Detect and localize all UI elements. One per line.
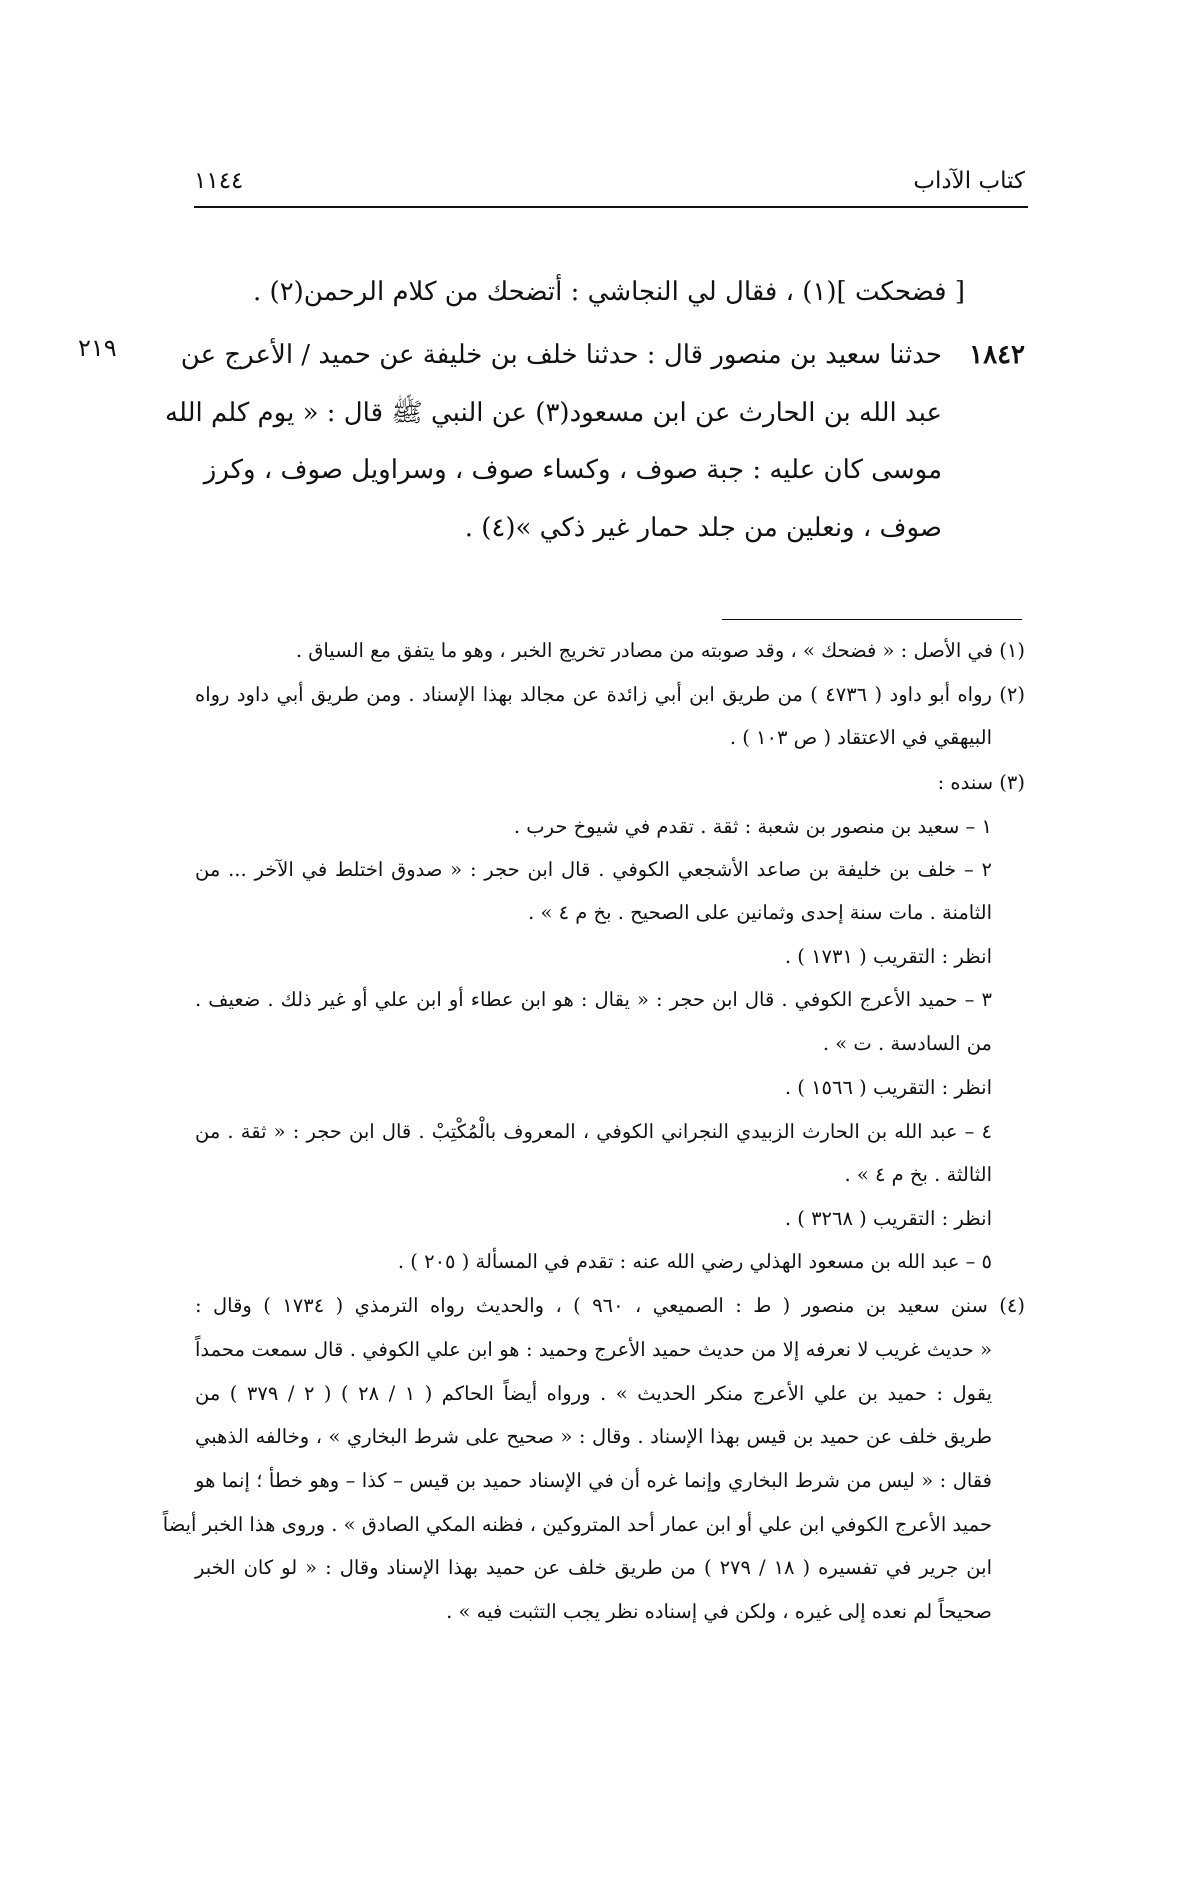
footnote-4-line-7: ابن جرير في تفسيره ( ١٨ / ٢٧٩ ) من طريق خلف عن حميد بهذا الإسناد وقال : « لو كان الخبر: [195, 1556, 992, 1579]
footnote-3-item-3-cont: من السادسة . ت » .: [822, 1032, 992, 1055]
footnote-3-item-3: ٣ – حميد الأعرج الكوفي . قال ابن حجر : « يقال : هو ابن عطاء أو ابن علي أو غير ذلك . ضعيف .: [195, 988, 992, 1011]
hadith-line-3: موسى كان عليه : جبة صوف ، وكساء صوف ، وسراويل صوف ، وكرز: [203, 455, 942, 485]
page-number: ١١٤٤: [194, 168, 244, 194]
continuation-line: [ فضحكت ](١) ، فقال لي النجاشي : أتضحك من كلام الرحمن(٢) .: [253, 277, 965, 307]
footnote-4-line-3: يقول : حميد بن علي الأعرج منكر الحديث » . ورواه أيضاً الحاكم ( ١ / ٢٨ ) ( ٢ / ٣٧٩ ) من: [195, 1382, 993, 1405]
footnote-3-heading: (٣) سنده :: [937, 771, 1025, 794]
footnote-3-item-1: ١ – سعيد بن منصور بن شعبة : ثقة . تقدم في شيوخ حرب .: [513, 815, 992, 838]
footnote-3-item-4: ٤ – عبد الله بن الحارث الزبيدي النجراني الكوفي ، المعروف بالْمُكْتِبْ . قال ابن حجر : « ثقة . من: [195, 1120, 992, 1143]
footnote-3-item-4-cont: الثالثة . بخ م ٤ » .: [844, 1163, 992, 1186]
footnote-separator: [722, 619, 1022, 620]
footnote-4-line-1: (٤) سنن سعيد بن منصور ( ط : الصميعي ، ٩٦٠ ) ، والحديث رواه الترمذي ( ١٧٣٤ ) وقال :: [195, 1294, 1026, 1317]
footnote-4-line-5: فقال : « ليس من شرط البخاري وإنما غره أن في الإسناد حميد بن قيس – كذا – وهو خطأ ؛ إنما هو: [195, 1469, 992, 1492]
footnote-4-line-2: « حديث غريب لا نعرفه إلا من حديث حميد الأعرج وحميد : هو ابن علي الكوفي . قال سمعت محمداً: [195, 1338, 992, 1361]
hadith-number: ١٨٤٢: [969, 340, 1025, 370]
margin-page-reference: ٢١٩: [78, 334, 117, 362]
footnote-4-line-4: طريق خلف عن حميد بن قيس بهذا الإسناد . وقال : « صحيح على شرط البخاري » ، وخالفه الذهبي: [195, 1425, 992, 1448]
footnote-1: (١) في الأصل : « فضحك » ، وقد صوبته من مصادر تخريج الخبر ، وهو ما يتفق مع السياق .: [295, 639, 1025, 662]
running-header-title: كتاب الآداب: [913, 168, 1025, 194]
footnote-3-item-2-cont: الثامنة . مات سنة إحدى وثمانين على الصحيح . بخ م ٤ » .: [528, 901, 992, 924]
footnote-3-ref-3: انظر : التقريب ( ٣٢٦٨ ) .: [784, 1207, 992, 1230]
footnote-4-line-6: حميد الأعرج الكوفي ابن علي أو ابن عمار أحد المتروكين ، فظنه المكي الصادق » . وروى هذا الخبر أيضاً: [162, 1513, 992, 1536]
hadith-line-1: حدثنا سعيد بن منصور قال : حدثنا خلف بن خليفة عن حميد / الأعرج عن: [180, 340, 942, 370]
hadith-line-2: عبد الله بن الحارث عن ابن مسعود(٣) عن النبي ﷺ قال : « يوم كلم الله: [165, 398, 942, 428]
footnote-3-item-2: ٢ – خلف بن خليفة بن صاعد الأشجعي الكوفي . قال ابن حجر : « صدوق اختلط في الآخر ... من: [195, 858, 992, 881]
footnote-3-item-5: ٥ – عبد الله بن مسعود الهذلي رضي الله عنه : تقدم في المسألة ( ٢٠٥ ) .: [397, 1250, 992, 1273]
footnote-2-line-2: البيهقي في الاعتقاد ( ص ١٠٣ ) .: [729, 726, 992, 749]
header-rule: [194, 206, 1028, 208]
hadith-line-4: صوف ، ونعلين من جلد حمار غير ذكي »(٤) .: [464, 513, 942, 543]
footnote-3-ref-2: انظر : التقريب ( ١٥٦٦ ) .: [784, 1076, 992, 1099]
footnote-2-line-1: (٢) رواه أبو داود ( ٤٧٣٦ ) من طريق ابن أبي زائدة عن مجالد بهذا الإسناد . ومن طريق أبي داود رواه: [195, 683, 1025, 706]
footnote-4-line-8: صحيحاً لم نعده إلى غيره ، ولكن في إسناده نظر يجب التثبت فيه » .: [446, 1600, 992, 1623]
footnote-3-ref-1: انظر : التقريب ( ١٧٣١ ) .: [784, 945, 992, 968]
